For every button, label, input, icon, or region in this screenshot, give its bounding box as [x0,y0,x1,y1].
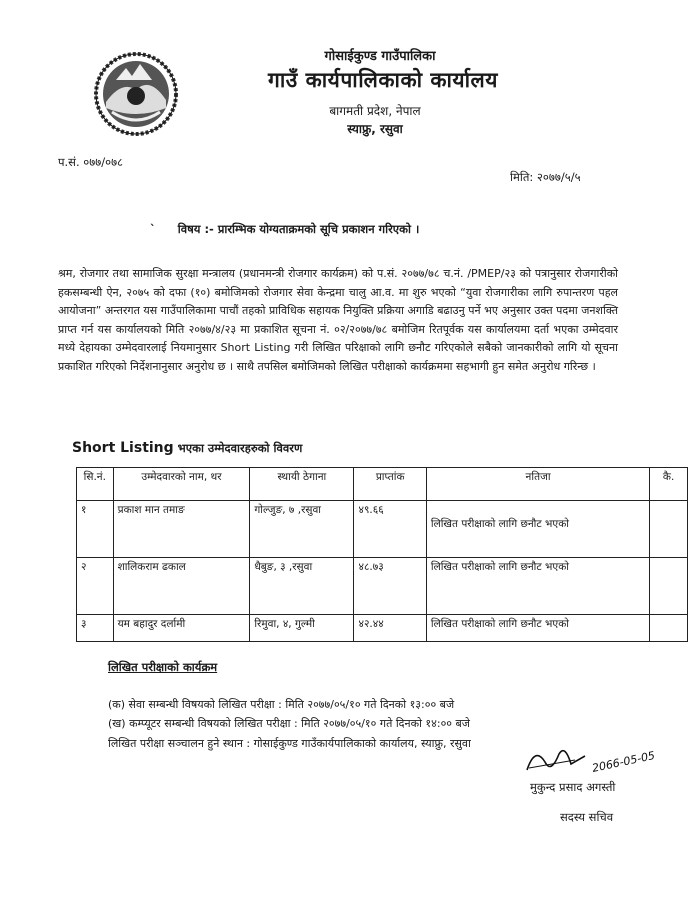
district-line: स्याफ्रु, रसुवा [347,122,403,136]
cell-name: प्रकाश मान तमाङ [113,501,250,558]
cell-address: गोल्जुङ, ७ ,रसुवा [250,501,354,558]
candidate-table [76,467,688,642]
cell-score: ४२.४४ [354,615,426,642]
header-name: उम्मेदवारको नाम, थर [113,468,250,501]
subject-marker: ` [150,222,156,236]
exam-schedule-title: लिखित परीक्षाको कार्यक्रम [108,660,218,674]
header-address: स्थायी ठेगाना [250,468,354,501]
header-result: नतिजा [426,468,649,501]
cell-sn: २ [77,558,114,615]
table-row [77,615,688,642]
office-title: गाउँ कार्यपालिकाको कार्यालय [268,68,498,92]
header-remark: कै. [650,468,688,501]
nepal-emblem-icon [92,50,180,138]
exam-line-computer: (ख) कम्प्यूटर सम्बन्धी विषयको लिखित परीक्षा : मिति २०७७/०५/१० गते दिनको १४:०० बजे [108,717,470,730]
cell-remark [650,501,688,558]
cell-sn: १ [77,501,114,558]
exam-venue: लिखित परीक्षा सञ्चालन हुने स्थान : गोसाईकुण्ड गाउँकार्यपालिकाको कार्यालय, स्याफ्रु, रसुवा [108,737,471,750]
body-paragraph: श्रम, रोजगार तथा सामाजिक सुरक्षा मन्त्रालय (प्रधानमन्त्री रोजगार कार्यक्रम) को प.सं. २०७७/७८ च.नं. /PMEP/२३ को पत्रानुसार रोजगारीको हकसम्बन्धी ऐन, २०७५ को दफा (१०) बमोजिमको रोजगार सेवा केन्द्रमा चालु आ.व. मा शुरु भएको “युवा रोजगारीका लागि रुपान्तरण पहल आयोजना” अन्तरगत यस गाउँपालिकामा पाचौं तहको प्राविधिक सहायक नियुक्ति प्रक्रिया अगाडि बढाउनु पर्ने भए अनुसार उक्त पदमा जनशक्ति प्राप्त गर्न यस कार्यालयको मिति २०७७/४/२३ मा प्रकाशित सूचना नं. ०२/२०७७/७८ बमोजिम रितपूर्वक यस कार्यालयमा दर्ता भएका उम्मेदवार मध्ये देहायका उम्मेदवारलाई नियमानुसार Short Listing गरी लिखित परिक्षाको लागि छनौट गरिएकोले सबैको जानकारीको लागि यो सूचना प्रकाशित गरिएको निर्देशनानुसार अनुरोध छ । साथै तपसिल बमोजिमको लिखित परीक्षाको कार्यक्रममा सहभागी हुन समेत अनुरोध गरिन्छ । [58,267,618,373]
cell-result: लिखित परीक्षाको लागि छनौट भएको [426,615,649,642]
header-sn: सि.नं. [77,468,114,501]
cell-address: रिमुवा, ४, गुल्मी [250,615,354,642]
cell-result [426,501,649,558]
municipality-name: गोसाईकुण्ड गाउँपालिका [324,49,436,64]
cell-remark [650,615,688,642]
section-title-bold: Short Listing [72,440,174,456]
cell-address: धैबुङ, ३ ,रसुवा [250,558,354,615]
handwritten-signature [515,740,695,780]
table-header-row [77,468,688,501]
cell-score: ४९.६६ [354,501,426,558]
subject-line [150,222,419,237]
cell-score: ४८.७३ [354,558,426,615]
cell-name: शालिकराम ढकाल [113,558,250,615]
cell-result: लिखित परीक्षाको लागि छनौट भएको [426,558,649,615]
signature-date: 2066-05-05 [590,748,657,775]
section-title [72,440,302,456]
reference-number: प.सं. ०७७/०७८ [58,155,124,169]
cell-sn: ३ [77,615,114,642]
header-score: प्राप्तांक [354,468,426,501]
cell-name: यम बहादुर दर्लामी [113,615,250,642]
result-text: लिखित परीक्षाको लागि छनौट भएको [430,518,569,530]
signer-role: सदस्य सचिव [560,810,614,824]
subject-text: विषय :- प्रारम्भिक योग्यताक्रमको सूचि प्रकाशन गरिएको । [177,222,420,236]
exam-line-service: (क) सेवा सम्बन्धी विषयको लिखित परीक्षा : मिति २०७७/०५/१० गते दिनको १३:०० बजे [108,698,455,711]
table-row [77,501,688,558]
signer-name: मुकुन्द प्रसाद अगस्ती [530,780,616,794]
letter-date: मिति: २०७७/५/५ [510,170,581,184]
section-title-rest: भएका उम्मेदवारहरुको विवरण [173,441,303,455]
cell-remark [650,558,688,615]
table-row [77,558,688,615]
province-line: बागमती प्रदेश, नेपाल [329,104,421,118]
